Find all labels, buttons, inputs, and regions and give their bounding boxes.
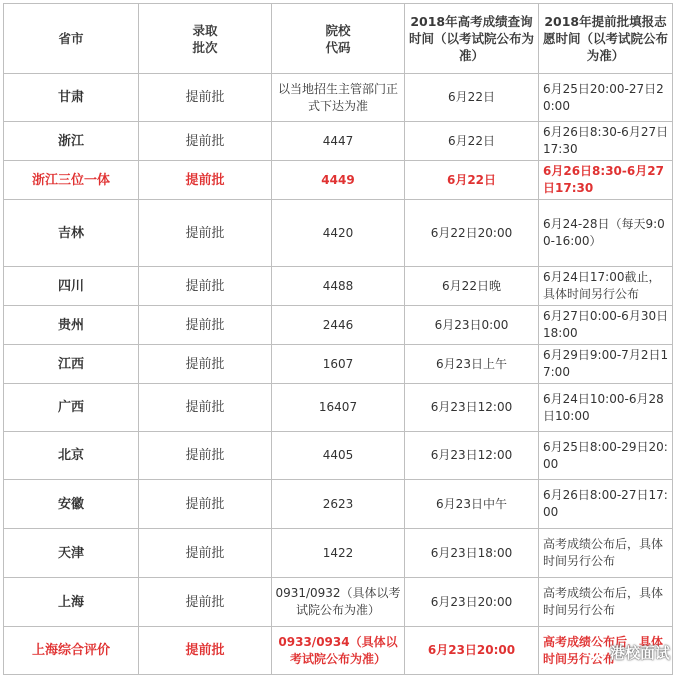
watermark-text: 港校面试 — [609, 644, 670, 662]
table-row — [4, 529, 673, 578]
cell-score-time: 6月23日0:00 — [405, 306, 539, 345]
cell-batch: 提前批 — [139, 122, 272, 161]
cell-batch: 提前批 — [139, 74, 272, 122]
cell-code: 0933/0934（具体以考试院公布为准） — [272, 627, 405, 675]
cell-score-time: 6月23日12:00 — [405, 384, 539, 432]
table-row — [4, 267, 673, 306]
cell-score-time: 6月23日上午 — [405, 345, 539, 384]
cell-province: 北京 — [4, 432, 139, 480]
header-code — [272, 4, 405, 74]
cell-apply-time: 6月26日8:00-27日17:00 — [539, 480, 673, 529]
cell-province: 广西 — [4, 384, 139, 432]
cell-code: 16407 — [272, 384, 405, 432]
cell-province: 上海综合评价 — [4, 627, 139, 675]
header-batch-text: 录取 批次 — [192, 22, 218, 55]
cell-province: 天津 — [4, 529, 139, 578]
header-province: 省市 — [4, 4, 139, 74]
cell-batch: 提前批 — [139, 627, 272, 675]
table-row — [4, 345, 673, 384]
cell-code: 1422 — [272, 529, 405, 578]
cell-province: 甘肃 — [4, 74, 139, 122]
cell-apply-time: 6月29日9:00-7月2日17:00 — [539, 345, 673, 384]
cell-code: 4488 — [272, 267, 405, 306]
cell-apply-time: 6月25日8:00-29日20:00 — [539, 432, 673, 480]
cell-code: 4447 — [272, 122, 405, 161]
table-row — [4, 74, 673, 122]
table-row — [4, 161, 673, 200]
table-body — [4, 74, 673, 675]
cell-batch: 提前批 — [139, 578, 272, 627]
header-code-text: 院校 代码 — [325, 22, 351, 55]
cell-batch: 提前批 — [139, 345, 272, 384]
cell-apply-time: 6月27日0:00-6月30日18:00 — [539, 306, 673, 345]
cell-code: 4405 — [272, 432, 405, 480]
cell-batch: 提前批 — [139, 432, 272, 480]
cell-province: 上海 — [4, 578, 139, 627]
table-row — [4, 306, 673, 345]
cell-code: 4420 — [272, 200, 405, 267]
cell-province: 贵州 — [4, 306, 139, 345]
cell-province: 江西 — [4, 345, 139, 384]
cell-score-time: 6月23日18:00 — [405, 529, 539, 578]
table-row — [4, 384, 673, 432]
cell-province: 浙江 — [4, 122, 139, 161]
watermark — [586, 642, 670, 663]
cell-code: 2446 — [272, 306, 405, 345]
cell-code: 以当地招生主管部门正式下达为准 — [272, 74, 405, 122]
header-row — [4, 4, 673, 74]
cell-score-time: 6月23日12:00 — [405, 432, 539, 480]
cell-batch: 提前批 — [139, 306, 272, 345]
cell-apply-time: 6月24日10:00-6月28日10:00 — [539, 384, 673, 432]
cell-apply-time: 6月26日8:30-6月27日17:30 — [539, 161, 673, 200]
header-apply-time: 2018年提前批填报志愿时间（以考试院公布为准） — [539, 4, 673, 74]
wechat-icon — [586, 645, 606, 661]
cell-province: 安徽 — [4, 480, 139, 529]
cell-score-time: 6月23日20:00 — [405, 627, 539, 675]
table-row — [4, 432, 673, 480]
cell-code: 4449 — [272, 161, 405, 200]
cell-batch: 提前批 — [139, 480, 272, 529]
header-batch — [139, 4, 272, 74]
table-row — [4, 200, 673, 267]
table-row — [4, 480, 673, 529]
admission-table — [3, 3, 673, 675]
cell-province: 四川 — [4, 267, 139, 306]
cell-score-time: 6月23日中午 — [405, 480, 539, 529]
cell-apply-time: 6月25日20:00-27日20:00 — [539, 74, 673, 122]
cell-code: 1607 — [272, 345, 405, 384]
cell-score-time: 6月22日晚 — [405, 267, 539, 306]
cell-apply-time: 高考成绩公布后，具体时间另行公布 — [539, 627, 673, 675]
cell-score-time: 6月22日 — [405, 161, 539, 200]
header-score-time: 2018年高考成绩查询时间（以考试院公布为准） — [405, 4, 539, 74]
cell-apply-time: 6月24日17:00截止，具体时间另行公布 — [539, 267, 673, 306]
cell-score-time: 6月22日 — [405, 122, 539, 161]
cell-batch: 提前批 — [139, 384, 272, 432]
cell-batch: 提前批 — [139, 267, 272, 306]
cell-code: 0931/0932（具体以考试院公布为准） — [272, 578, 405, 627]
cell-code: 2623 — [272, 480, 405, 529]
table-row — [4, 122, 673, 161]
cell-apply-time: 6月24-28日（每天9:00-16:00） — [539, 200, 673, 267]
table-row — [4, 578, 673, 627]
cell-batch: 提前批 — [139, 200, 272, 267]
cell-batch: 提前批 — [139, 161, 272, 200]
cell-batch: 提前批 — [139, 529, 272, 578]
cell-score-time: 6月23日20:00 — [405, 578, 539, 627]
cell-province: 浙江三位一体 — [4, 161, 139, 200]
table-row — [4, 627, 673, 675]
cell-score-time: 6月22日20:00 — [405, 200, 539, 267]
cell-apply-time: 6月26日8:30-6月27日17:30 — [539, 122, 673, 161]
cell-score-time: 6月22日 — [405, 74, 539, 122]
cell-province: 吉林 — [4, 200, 139, 267]
cell-apply-time: 高考成绩公布后，具体时间另行公布 — [539, 578, 673, 627]
cell-apply-time: 高考成绩公布后，具体时间另行公布 — [539, 529, 673, 578]
